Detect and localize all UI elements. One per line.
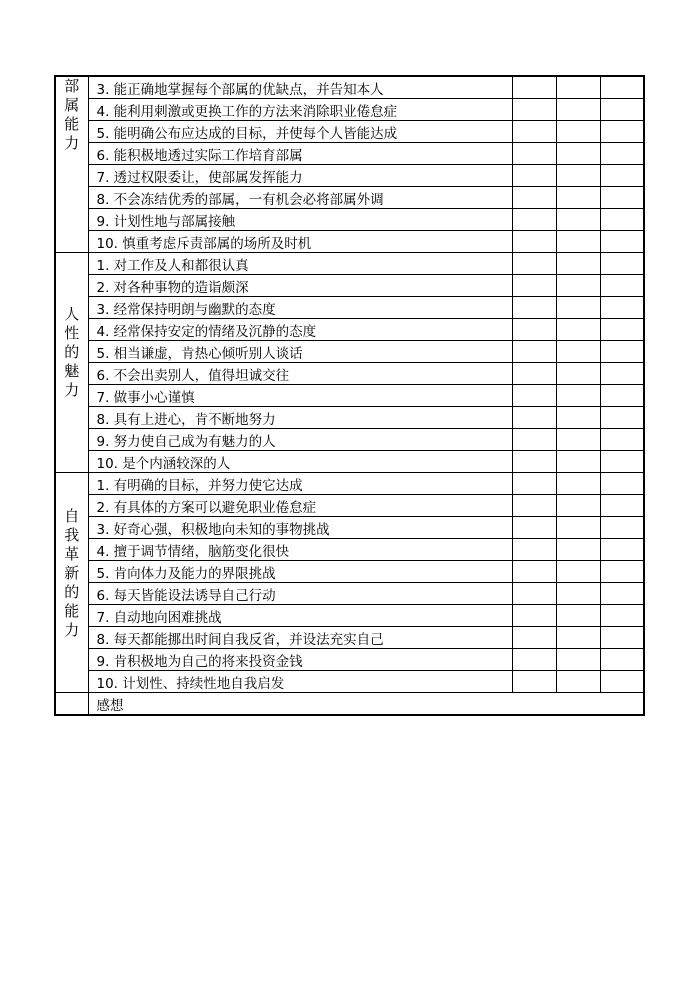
score-cell[interactable] bbox=[556, 385, 600, 407]
category-cell bbox=[55, 253, 88, 473]
score-cell[interactable] bbox=[556, 99, 600, 121]
score-cell[interactable] bbox=[556, 319, 600, 341]
criterion-text: 5. 能明确公布应达成的目标，并使每个人皆能达成 bbox=[88, 121, 512, 143]
table-row bbox=[55, 429, 644, 451]
score-cell[interactable] bbox=[600, 341, 644, 363]
criterion-text: 10. 慎重考虑斥责部属的场所及时机 bbox=[88, 231, 512, 253]
score-cell[interactable] bbox=[512, 121, 556, 143]
table-row bbox=[55, 143, 644, 165]
table-row bbox=[55, 627, 644, 649]
table-row bbox=[55, 539, 644, 561]
criterion-text: 2. 对各种事物的造诣颇深 bbox=[88, 275, 512, 297]
criterion-text: 5. 相当谦虚，肯热心倾听别人谈话 bbox=[88, 341, 512, 363]
criterion-text: 3. 好奇心强，积极地向未知的事物挑战 bbox=[88, 517, 512, 539]
table-row bbox=[55, 253, 644, 275]
score-cell[interactable] bbox=[512, 297, 556, 319]
criterion-text: 1. 有明确的目标，并努力使它达成 bbox=[88, 473, 512, 495]
criterion-text: 1. 对工作及人和都很认真 bbox=[88, 253, 512, 275]
score-cell[interactable] bbox=[600, 561, 644, 583]
score-cell[interactable] bbox=[556, 429, 600, 451]
criterion-text: 9. 肯积极地为自己的将来投资金钱 bbox=[88, 649, 512, 671]
score-cell[interactable] bbox=[512, 187, 556, 209]
remarks-row bbox=[55, 693, 644, 716]
score-cell[interactable] bbox=[556, 517, 600, 539]
criterion-text: 9. 计划性地与部属接触 bbox=[88, 209, 512, 231]
score-cell[interactable] bbox=[556, 297, 600, 319]
score-cell[interactable] bbox=[556, 76, 600, 99]
score-cell[interactable] bbox=[556, 473, 600, 495]
criterion-text: 4. 经常保持安定的情绪及沉静的态度 bbox=[88, 319, 512, 341]
score-cell[interactable] bbox=[600, 253, 644, 275]
score-cell[interactable] bbox=[600, 297, 644, 319]
score-cell[interactable] bbox=[512, 671, 556, 693]
score-cell[interactable] bbox=[512, 561, 556, 583]
score-cell[interactable] bbox=[556, 539, 600, 561]
score-cell[interactable] bbox=[600, 231, 644, 253]
score-cell[interactable] bbox=[600, 209, 644, 231]
score-cell[interactable] bbox=[600, 473, 644, 495]
score-cell[interactable] bbox=[600, 539, 644, 561]
criterion-text: 3. 能正确地掌握每个部属的优缺点，并告知本人 bbox=[88, 76, 512, 99]
table-row bbox=[55, 341, 644, 363]
score-cell[interactable] bbox=[512, 76, 556, 99]
criterion-text: 7. 自动地向困难挑战 bbox=[88, 605, 512, 627]
criterion-text: 10. 计划性、持续性地自我启发 bbox=[88, 671, 512, 693]
table-row bbox=[55, 473, 644, 495]
score-cell[interactable] bbox=[600, 143, 644, 165]
score-cell[interactable] bbox=[556, 627, 600, 649]
score-cell[interactable] bbox=[512, 319, 556, 341]
score-cell[interactable] bbox=[512, 209, 556, 231]
score-cell[interactable] bbox=[512, 451, 556, 473]
score-cell[interactable] bbox=[556, 341, 600, 363]
score-cell[interactable] bbox=[512, 165, 556, 187]
table-row bbox=[55, 605, 644, 627]
criterion-text: 6. 能积极地透过实际工作培育部属 bbox=[88, 143, 512, 165]
score-cell[interactable] bbox=[600, 583, 644, 605]
score-cell[interactable] bbox=[512, 583, 556, 605]
score-cell[interactable] bbox=[556, 231, 600, 253]
score-cell[interactable] bbox=[600, 627, 644, 649]
criterion-text: 8. 具有上进心，肯不断地努力 bbox=[88, 407, 512, 429]
score-cell[interactable] bbox=[512, 363, 556, 385]
score-cell[interactable] bbox=[512, 429, 556, 451]
score-cell[interactable] bbox=[512, 385, 556, 407]
criterion-text: 10. 是个内涵较深的人 bbox=[88, 451, 512, 473]
category-cell bbox=[55, 76, 88, 253]
category-label: 人性的魅力 bbox=[64, 305, 80, 399]
score-cell[interactable] bbox=[600, 517, 644, 539]
score-cell[interactable] bbox=[600, 429, 644, 451]
score-cell[interactable] bbox=[512, 649, 556, 671]
criterion-text: 4. 能利用刺激或更换工作的方法来消除职业倦怠症 bbox=[88, 99, 512, 121]
table-row bbox=[55, 561, 644, 583]
score-cell[interactable] bbox=[512, 473, 556, 495]
score-cell[interactable] bbox=[556, 407, 600, 429]
table-row bbox=[55, 517, 644, 539]
criterion-text: 6. 不会出卖别人，值得坦诚交往 bbox=[88, 363, 512, 385]
table-row bbox=[55, 407, 644, 429]
score-cell[interactable] bbox=[556, 143, 600, 165]
table-row bbox=[55, 231, 644, 253]
category-label: 部属能力 bbox=[64, 77, 80, 152]
criterion-text: 7. 透过权限委让，使部属发挥能力 bbox=[88, 165, 512, 187]
table-row bbox=[55, 297, 644, 319]
score-cell[interactable] bbox=[512, 143, 556, 165]
table-row bbox=[55, 385, 644, 407]
criterion-text: 8. 不会冻结优秀的部属，一有机会必将部属外调 bbox=[88, 187, 512, 209]
table-row bbox=[55, 451, 644, 473]
score-cell[interactable] bbox=[600, 165, 644, 187]
score-cell[interactable] bbox=[600, 495, 644, 517]
score-cell[interactable] bbox=[556, 363, 600, 385]
score-cell[interactable] bbox=[556, 561, 600, 583]
score-cell[interactable] bbox=[600, 76, 644, 99]
score-cell[interactable] bbox=[512, 605, 556, 627]
criterion-text: 7. 做事小心谨慎 bbox=[88, 385, 512, 407]
score-cell[interactable] bbox=[600, 671, 644, 693]
remarks-field[interactable]: 感想 bbox=[88, 693, 644, 716]
score-cell[interactable] bbox=[600, 275, 644, 297]
category-cell bbox=[55, 473, 88, 693]
score-cell[interactable] bbox=[600, 319, 644, 341]
score-cell[interactable] bbox=[556, 671, 600, 693]
score-cell[interactable] bbox=[556, 649, 600, 671]
score-cell[interactable] bbox=[556, 253, 600, 275]
score-cell[interactable] bbox=[556, 451, 600, 473]
score-cell[interactable] bbox=[556, 165, 600, 187]
score-cell[interactable] bbox=[512, 407, 556, 429]
score-cell[interactable] bbox=[556, 605, 600, 627]
category-label: 自我革新的能力 bbox=[64, 507, 80, 639]
remarks-blank-cell bbox=[55, 693, 88, 716]
score-cell[interactable] bbox=[600, 407, 644, 429]
score-cell[interactable] bbox=[512, 539, 556, 561]
score-cell[interactable] bbox=[512, 495, 556, 517]
criterion-text: 5. 肯向体力及能力的界限挑战 bbox=[88, 561, 512, 583]
score-cell[interactable] bbox=[600, 363, 644, 385]
table-row bbox=[55, 649, 644, 671]
score-cell[interactable] bbox=[512, 253, 556, 275]
criterion-text: 4. 擅于调节情绪，脑筋变化很快 bbox=[88, 539, 512, 561]
table-row bbox=[55, 319, 644, 341]
criterion-text: 2. 有具体的方案可以避免职业倦怠症 bbox=[88, 495, 512, 517]
table-row bbox=[55, 187, 644, 209]
score-cell[interactable] bbox=[556, 495, 600, 517]
score-cell[interactable] bbox=[556, 275, 600, 297]
score-cell[interactable] bbox=[600, 649, 644, 671]
table-row bbox=[55, 363, 644, 385]
table-row bbox=[55, 495, 644, 517]
table-row bbox=[55, 165, 644, 187]
criterion-text: 6. 每天皆能设法诱导自己行动 bbox=[88, 583, 512, 605]
table-row bbox=[55, 76, 644, 99]
score-cell[interactable] bbox=[512, 341, 556, 363]
score-cell[interactable] bbox=[556, 209, 600, 231]
score-cell[interactable] bbox=[556, 187, 600, 209]
table-row bbox=[55, 275, 644, 297]
score-cell[interactable] bbox=[600, 187, 644, 209]
evaluation-table bbox=[54, 75, 645, 716]
table-row bbox=[55, 209, 644, 231]
table-row bbox=[55, 583, 644, 605]
table-row bbox=[55, 121, 644, 143]
score-cell[interactable] bbox=[512, 627, 556, 649]
score-cell[interactable] bbox=[512, 275, 556, 297]
score-cell[interactable] bbox=[512, 99, 556, 121]
score-cell[interactable] bbox=[600, 385, 644, 407]
table-row bbox=[55, 671, 644, 693]
score-cell[interactable] bbox=[600, 451, 644, 473]
score-cell[interactable] bbox=[556, 121, 600, 143]
score-cell[interactable] bbox=[600, 121, 644, 143]
score-cell[interactable] bbox=[600, 99, 644, 121]
score-cell[interactable] bbox=[600, 605, 644, 627]
criterion-text: 3. 经常保持明朗与幽默的态度 bbox=[88, 297, 512, 319]
criterion-text: 8. 每天都能挪出时间自我反省，并设法充实自己 bbox=[88, 627, 512, 649]
table-row bbox=[55, 99, 644, 121]
score-cell[interactable] bbox=[556, 583, 600, 605]
criterion-text: 9. 努力使自己成为有魅力的人 bbox=[88, 429, 512, 451]
score-cell[interactable] bbox=[512, 517, 556, 539]
score-cell[interactable] bbox=[512, 231, 556, 253]
